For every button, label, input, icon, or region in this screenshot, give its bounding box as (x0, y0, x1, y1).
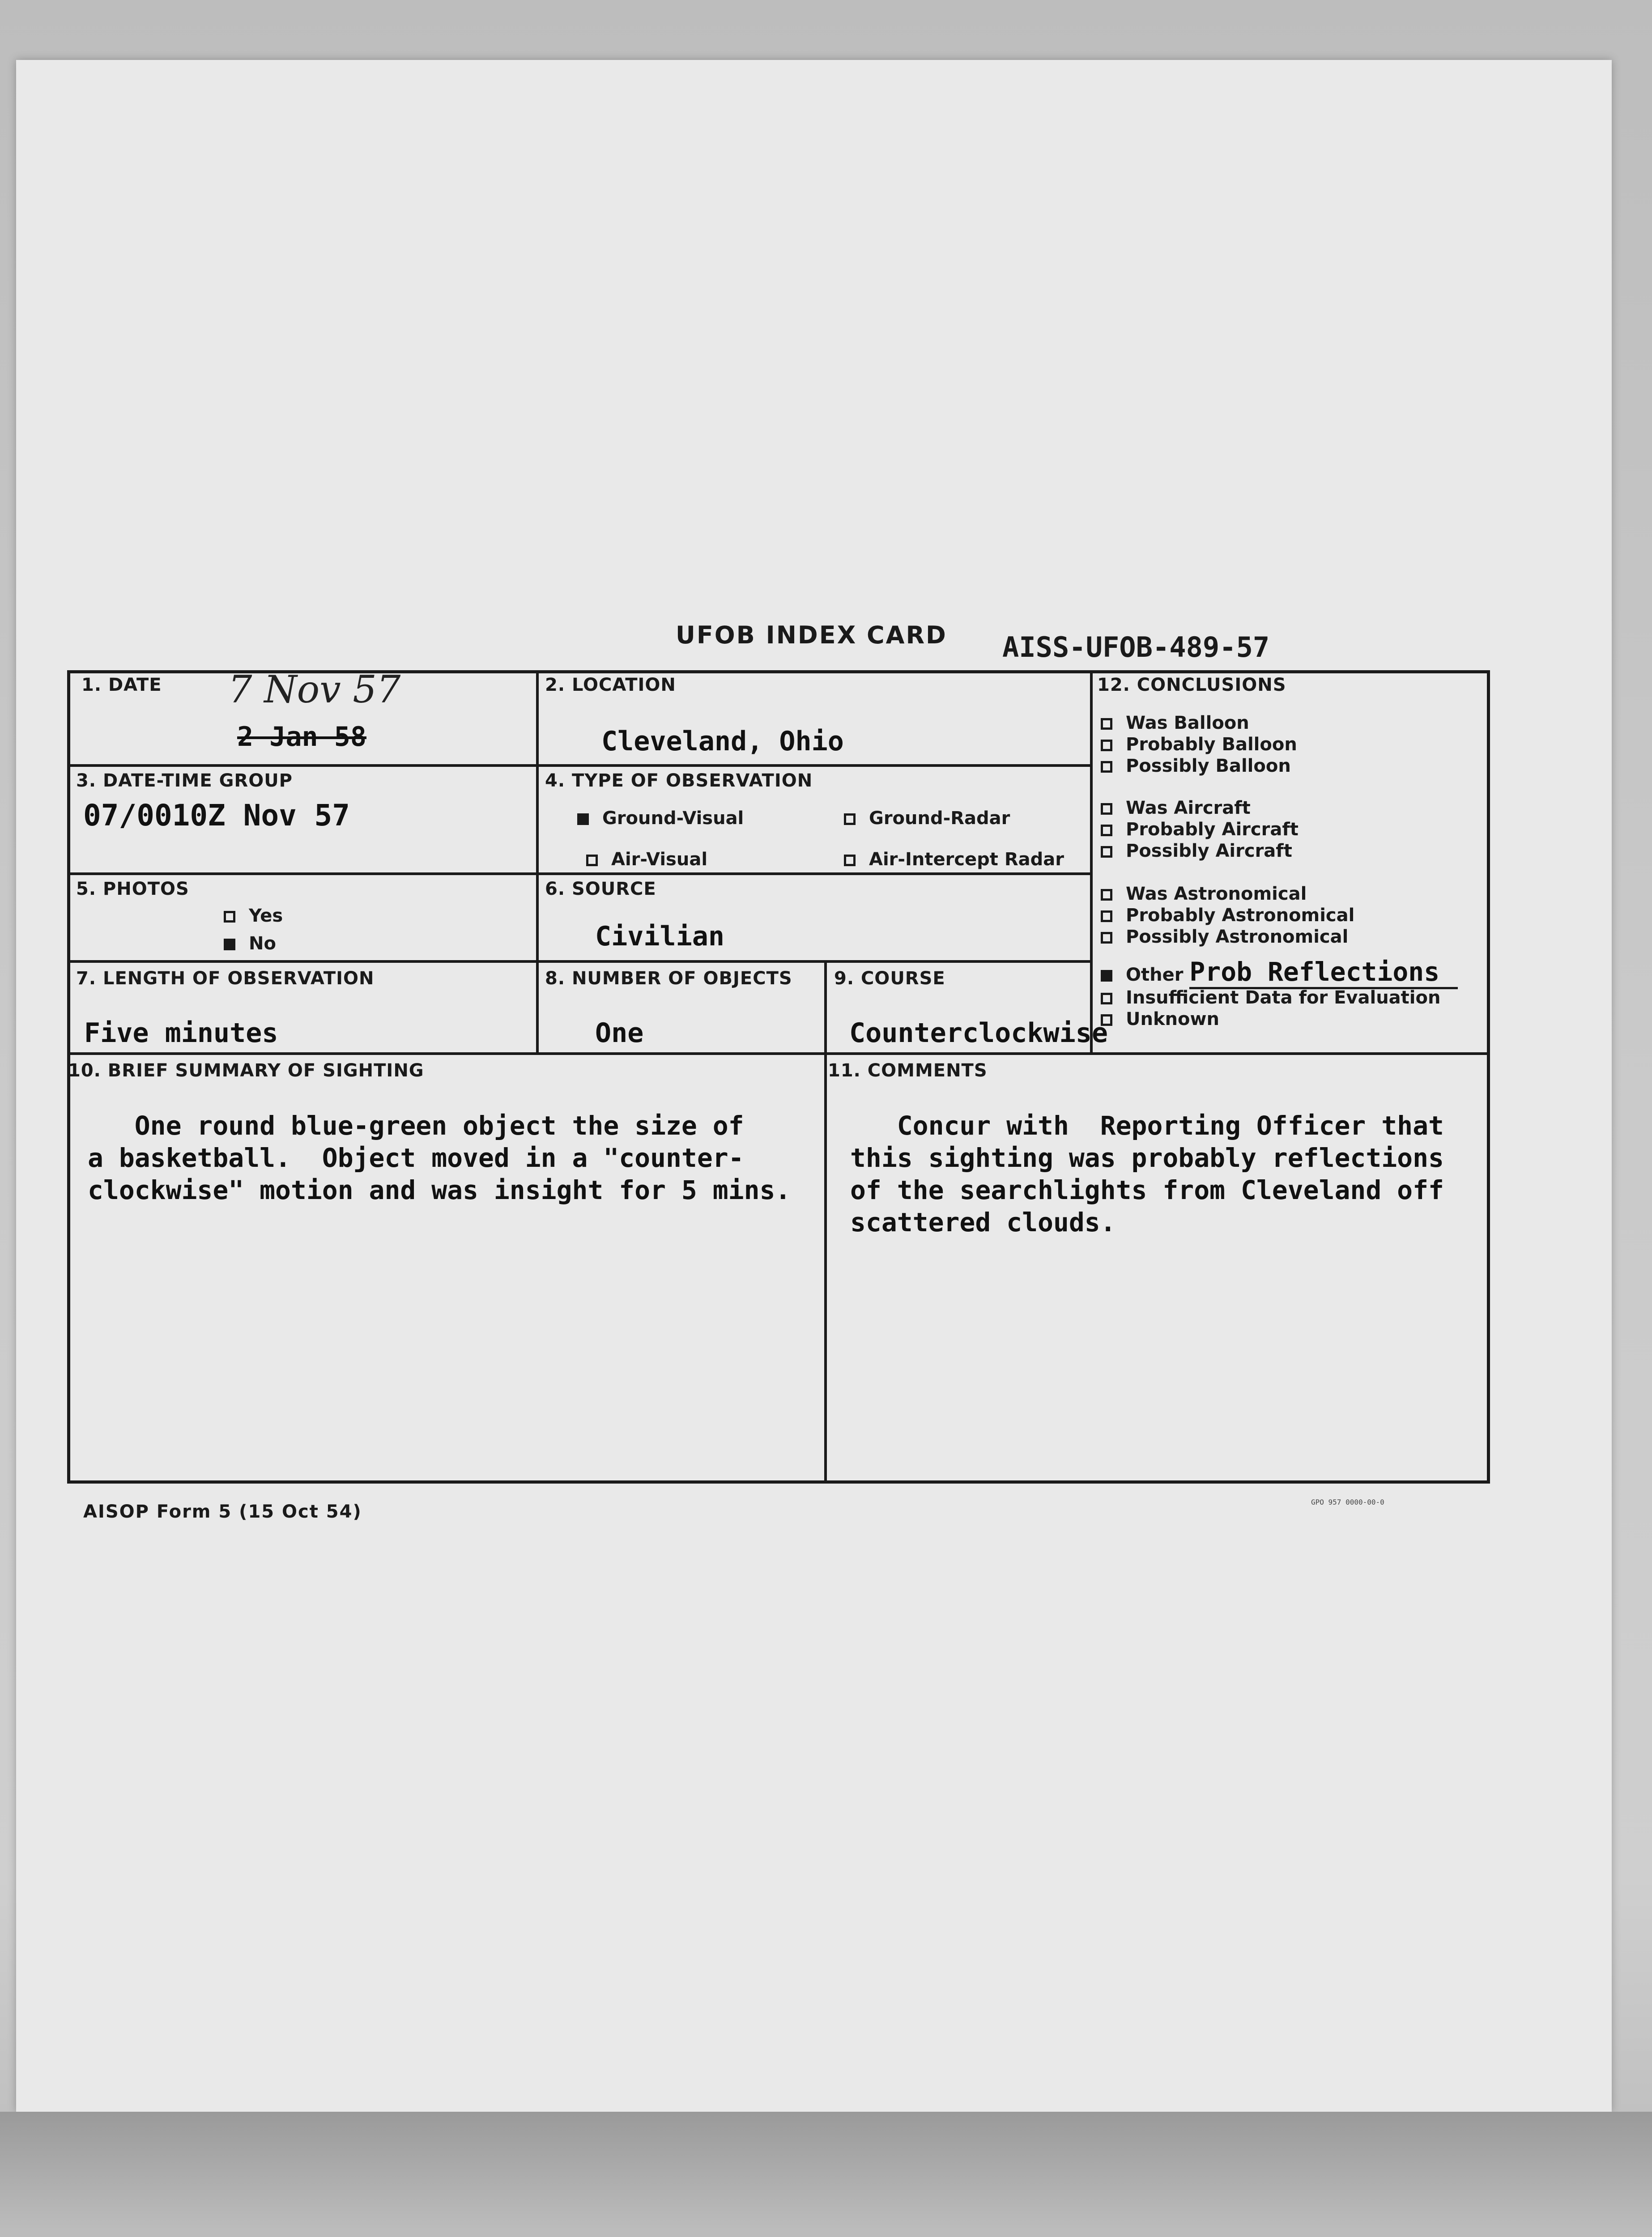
photos-option-no (224, 933, 276, 954)
obs-option-label: Air-Visual (611, 849, 708, 870)
date-handwritten: 7 Nov 57 (228, 668, 401, 711)
obs-option-label: Ground-Radar (869, 808, 1010, 829)
conclusion-option-label: Probably Astronomical (1126, 905, 1355, 926)
scan-lower-strip (0, 2112, 1652, 2237)
conclusion-option (1101, 840, 1299, 862)
photos-option-label: Yes (249, 906, 283, 926)
summary-label: 10. BRIEF SUMMARY OF SIGHTING (68, 1060, 424, 1081)
comments-label: 11. COMMENTS (828, 1060, 988, 1081)
checkbox-checked-icon (1101, 970, 1112, 982)
conclusion-option (1101, 819, 1299, 840)
obs-option-label: Air-Intercept Radar (869, 849, 1064, 870)
obs-option-ground-radar (844, 808, 1010, 829)
checkbox-empty-icon (1101, 803, 1112, 815)
location-value: Cleveland, Ohio (601, 726, 844, 757)
checkbox-empty-icon (1101, 993, 1112, 1004)
conclusion-option (1101, 883, 1354, 905)
checkbox-empty-icon (1101, 825, 1112, 836)
printer-mark: GPO 957 0000-00-0 (1311, 1498, 1384, 1506)
col-divider-bottom (824, 960, 827, 1484)
conclusion-option-label: Was Aircraft (1126, 798, 1251, 818)
conclusion-other-label: Other (1126, 965, 1184, 985)
dtg-value: 07/0010Z Nov 57 (83, 798, 350, 833)
col-divider-left (536, 670, 539, 1052)
observation-type-label: 4. TYPE OF OBSERVATION (545, 770, 813, 791)
conclusion-option-label: Possibly Balloon (1126, 756, 1291, 776)
conclusion-option (1101, 987, 1440, 1008)
form-footer: AISOP Form 5 (15 Oct 54) (83, 1501, 362, 1522)
conclusion-option-label: Was Balloon (1126, 713, 1249, 733)
num-objects-label: 8. NUMBER OF OBJECTS (545, 968, 792, 989)
conclusions-group-astronomical (1101, 883, 1354, 948)
photos-option-label: No (249, 933, 276, 954)
obs-option-air-intercept-radar (844, 849, 1064, 870)
conclusions-group-aircraft (1101, 797, 1299, 862)
course-value: Counterclockwise (849, 1017, 1108, 1049)
checkbox-empty-icon (1101, 910, 1112, 922)
obs-option-label: Ground-Visual (602, 808, 744, 829)
date-struck-typed: 2 Jan 58 (237, 721, 366, 753)
conclusion-option (1101, 926, 1354, 948)
checkbox-empty-icon (844, 855, 856, 866)
conclusion-option-label: Probably Balloon (1126, 734, 1297, 755)
row-divider-4 (67, 1052, 1490, 1055)
checkbox-checked-icon (577, 813, 589, 825)
col-divider-conclusions (1090, 670, 1093, 1052)
source-value: Civilian (595, 921, 724, 952)
num-objects-value: One (595, 1017, 644, 1049)
conclusion-option-label: Probably Aircraft (1126, 819, 1299, 840)
conclusion-option (1101, 755, 1297, 777)
length-label: 7. LENGTH OF OBSERVATION (76, 968, 375, 989)
dtg-label: 3. DATE-TIME GROUP (76, 770, 293, 791)
location-label: 2. LOCATION (545, 675, 676, 695)
checkbox-empty-icon (1101, 1014, 1112, 1026)
conclusion-option-label: Was Astronomical (1126, 884, 1307, 904)
photos-label: 5. PHOTOS (76, 879, 189, 899)
row-divider-2 (67, 872, 1092, 875)
summary-text: One round blue-green object the size of a basketball. Object moved in a "counter- clockwise" motion and was insight for 5 mins. (88, 1110, 791, 1205)
checkbox-empty-icon (224, 911, 235, 923)
row-divider-3 (67, 960, 1092, 963)
checkbox-empty-icon (1101, 889, 1112, 901)
conclusions-group-other (1101, 987, 1440, 1030)
source-label: 6. SOURCE (545, 879, 656, 899)
conclusion-option (1101, 1008, 1440, 1030)
checkbox-empty-icon (1101, 761, 1112, 773)
conclusion-option (1101, 797, 1299, 819)
conclusion-option-label: Unknown (1126, 1009, 1219, 1029)
checkbox-empty-icon (586, 855, 598, 866)
checkbox-checked-icon (224, 939, 235, 950)
length-value: Five minutes (84, 1017, 278, 1049)
obs-option-ground-visual (577, 808, 744, 829)
course-label: 9. COURSE (834, 968, 945, 989)
conclusion-option (1101, 712, 1297, 734)
photos-option-yes (224, 906, 283, 926)
conclusions-label: 12. CONCLUSIONS (1097, 675, 1286, 695)
checkbox-empty-icon (844, 813, 856, 825)
card-id: AISS-UFOB-489-57 (1002, 631, 1270, 663)
conclusion-option-label: Insufficient Data for Evaluation (1126, 987, 1441, 1008)
conclusion-option (1101, 905, 1354, 926)
comments-text: Concur with Reporting Officer that this sighting was probably reflections of the searchlights from Cleveland off scattered clouds. (850, 1110, 1444, 1238)
conclusion-other-value: Prob Reflections (1189, 957, 1458, 989)
checkbox-empty-icon (1101, 846, 1112, 858)
checkbox-empty-icon (1101, 718, 1112, 730)
conclusion-option-label: Possibly Astronomical (1126, 927, 1349, 947)
checkbox-empty-icon (1101, 932, 1112, 944)
checkbox-empty-icon (1101, 740, 1112, 751)
card-title: UFOB INDEX CARD (676, 621, 947, 649)
conclusions-group-balloon (1101, 712, 1297, 777)
conclusion-other (1101, 957, 1458, 989)
date-label: 1. DATE (81, 675, 162, 695)
conclusion-option (1101, 734, 1297, 755)
obs-option-air-visual (586, 849, 707, 870)
row-divider-1 (67, 764, 1092, 767)
conclusion-option-label: Possibly Aircraft (1126, 841, 1292, 861)
